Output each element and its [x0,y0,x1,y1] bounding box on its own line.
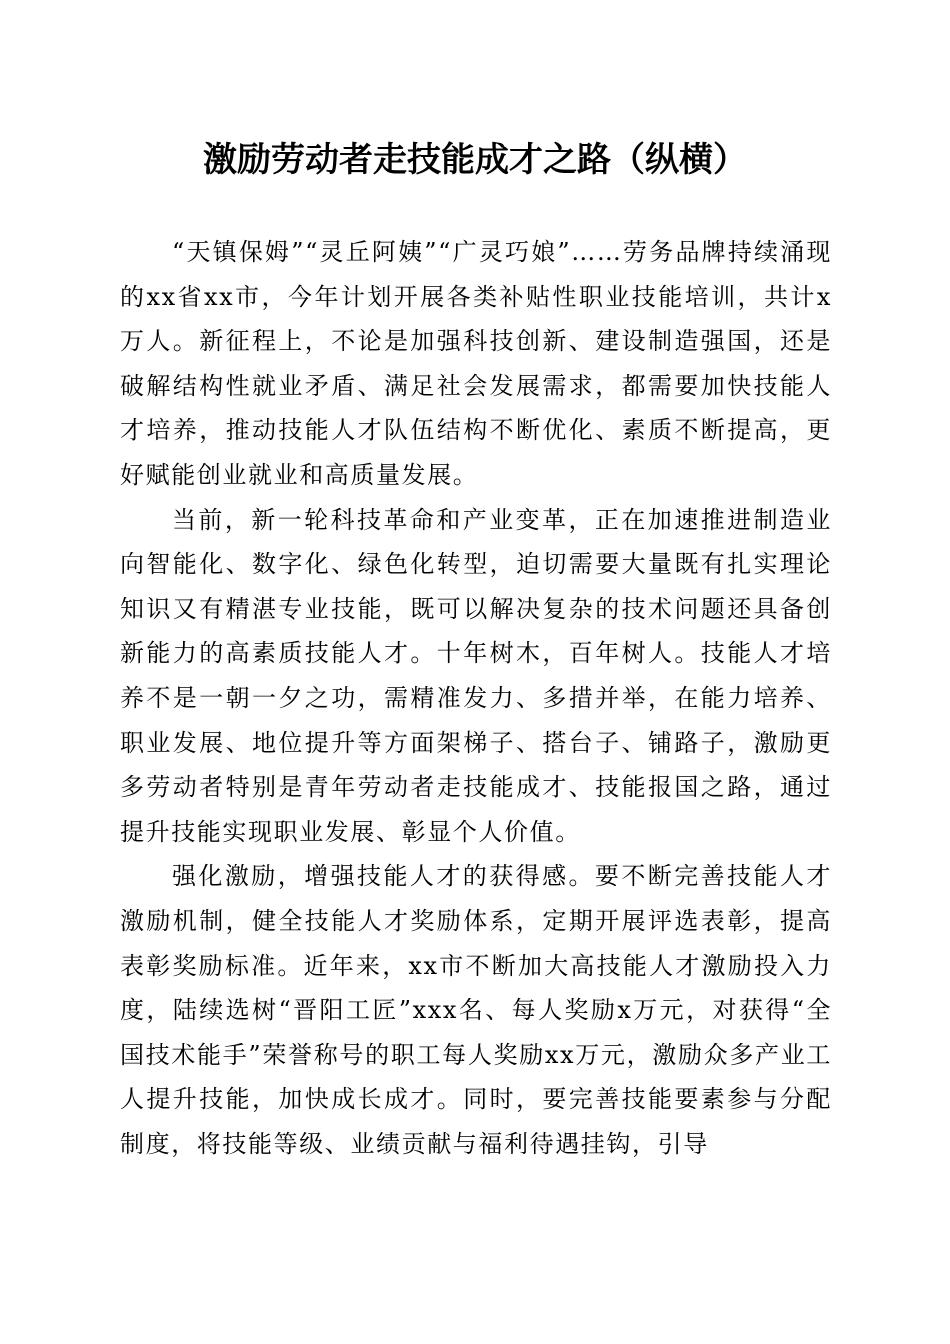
paragraph-3: 强化激励，增强技能人才的获得感。要不断完善技能人才激励机制，健全技能人才奖励体系，定期开展评选表彰，提高表彰奖励标准。近年来，xx市不断加大高技能人才激励投入力度，陆续选树“晋阳工匠”xxx名、每人奖励x万元，对获得“全国技术能手”荣誉称号的职工每人奖励xx万元，激励众多产业工人提升技能，加快成长成才。同时，要完善技能要素参与分配制度，将技能等级、业绩贡献与福利待遇挂钩，引导 [120,862,832,1158]
document-title: 激励劳动者走技能成才之路（纵横） [203,140,747,180]
paragraph-1: “天镇保姆”“灵丘阿姨”“广灵巧娘”……劳务品牌持续涌现的xx省xx市，今年计划开展各类补贴性职业技能培训，共计x万人。新征程上，不论是加强科技创新、建设制造强国，还是破解结构性就业矛盾、满足社会发展需求，都需要加快技能人才培养，推动技能人才队伍结构不断优化、素质不断提高，更好赋能创业就业和高质量发展。 [120,238,832,489]
paragraph-2: 当前，新一轮科技革命和产业变革，正在加速推进制造业向智能化、数字化、绿色化转型，迫切需要大量既有扎实理论知识又有精湛专业技能，既可以解决复杂的技术问题还具备创新能力的高素质技能人才。十年树木，百年树人。技能人才培养不是一朝一夕之功，需精准发力、多措并举，在能力培养、职业发展、地位提升等方面架梯子、搭台子、铺路子，激励更多劳动者特别是青年劳动者走技能成才、技能报国之路，通过提升技能实现职业发展、彰显个人价值。 [120,505,832,846]
document-body [120,230,832,1166]
